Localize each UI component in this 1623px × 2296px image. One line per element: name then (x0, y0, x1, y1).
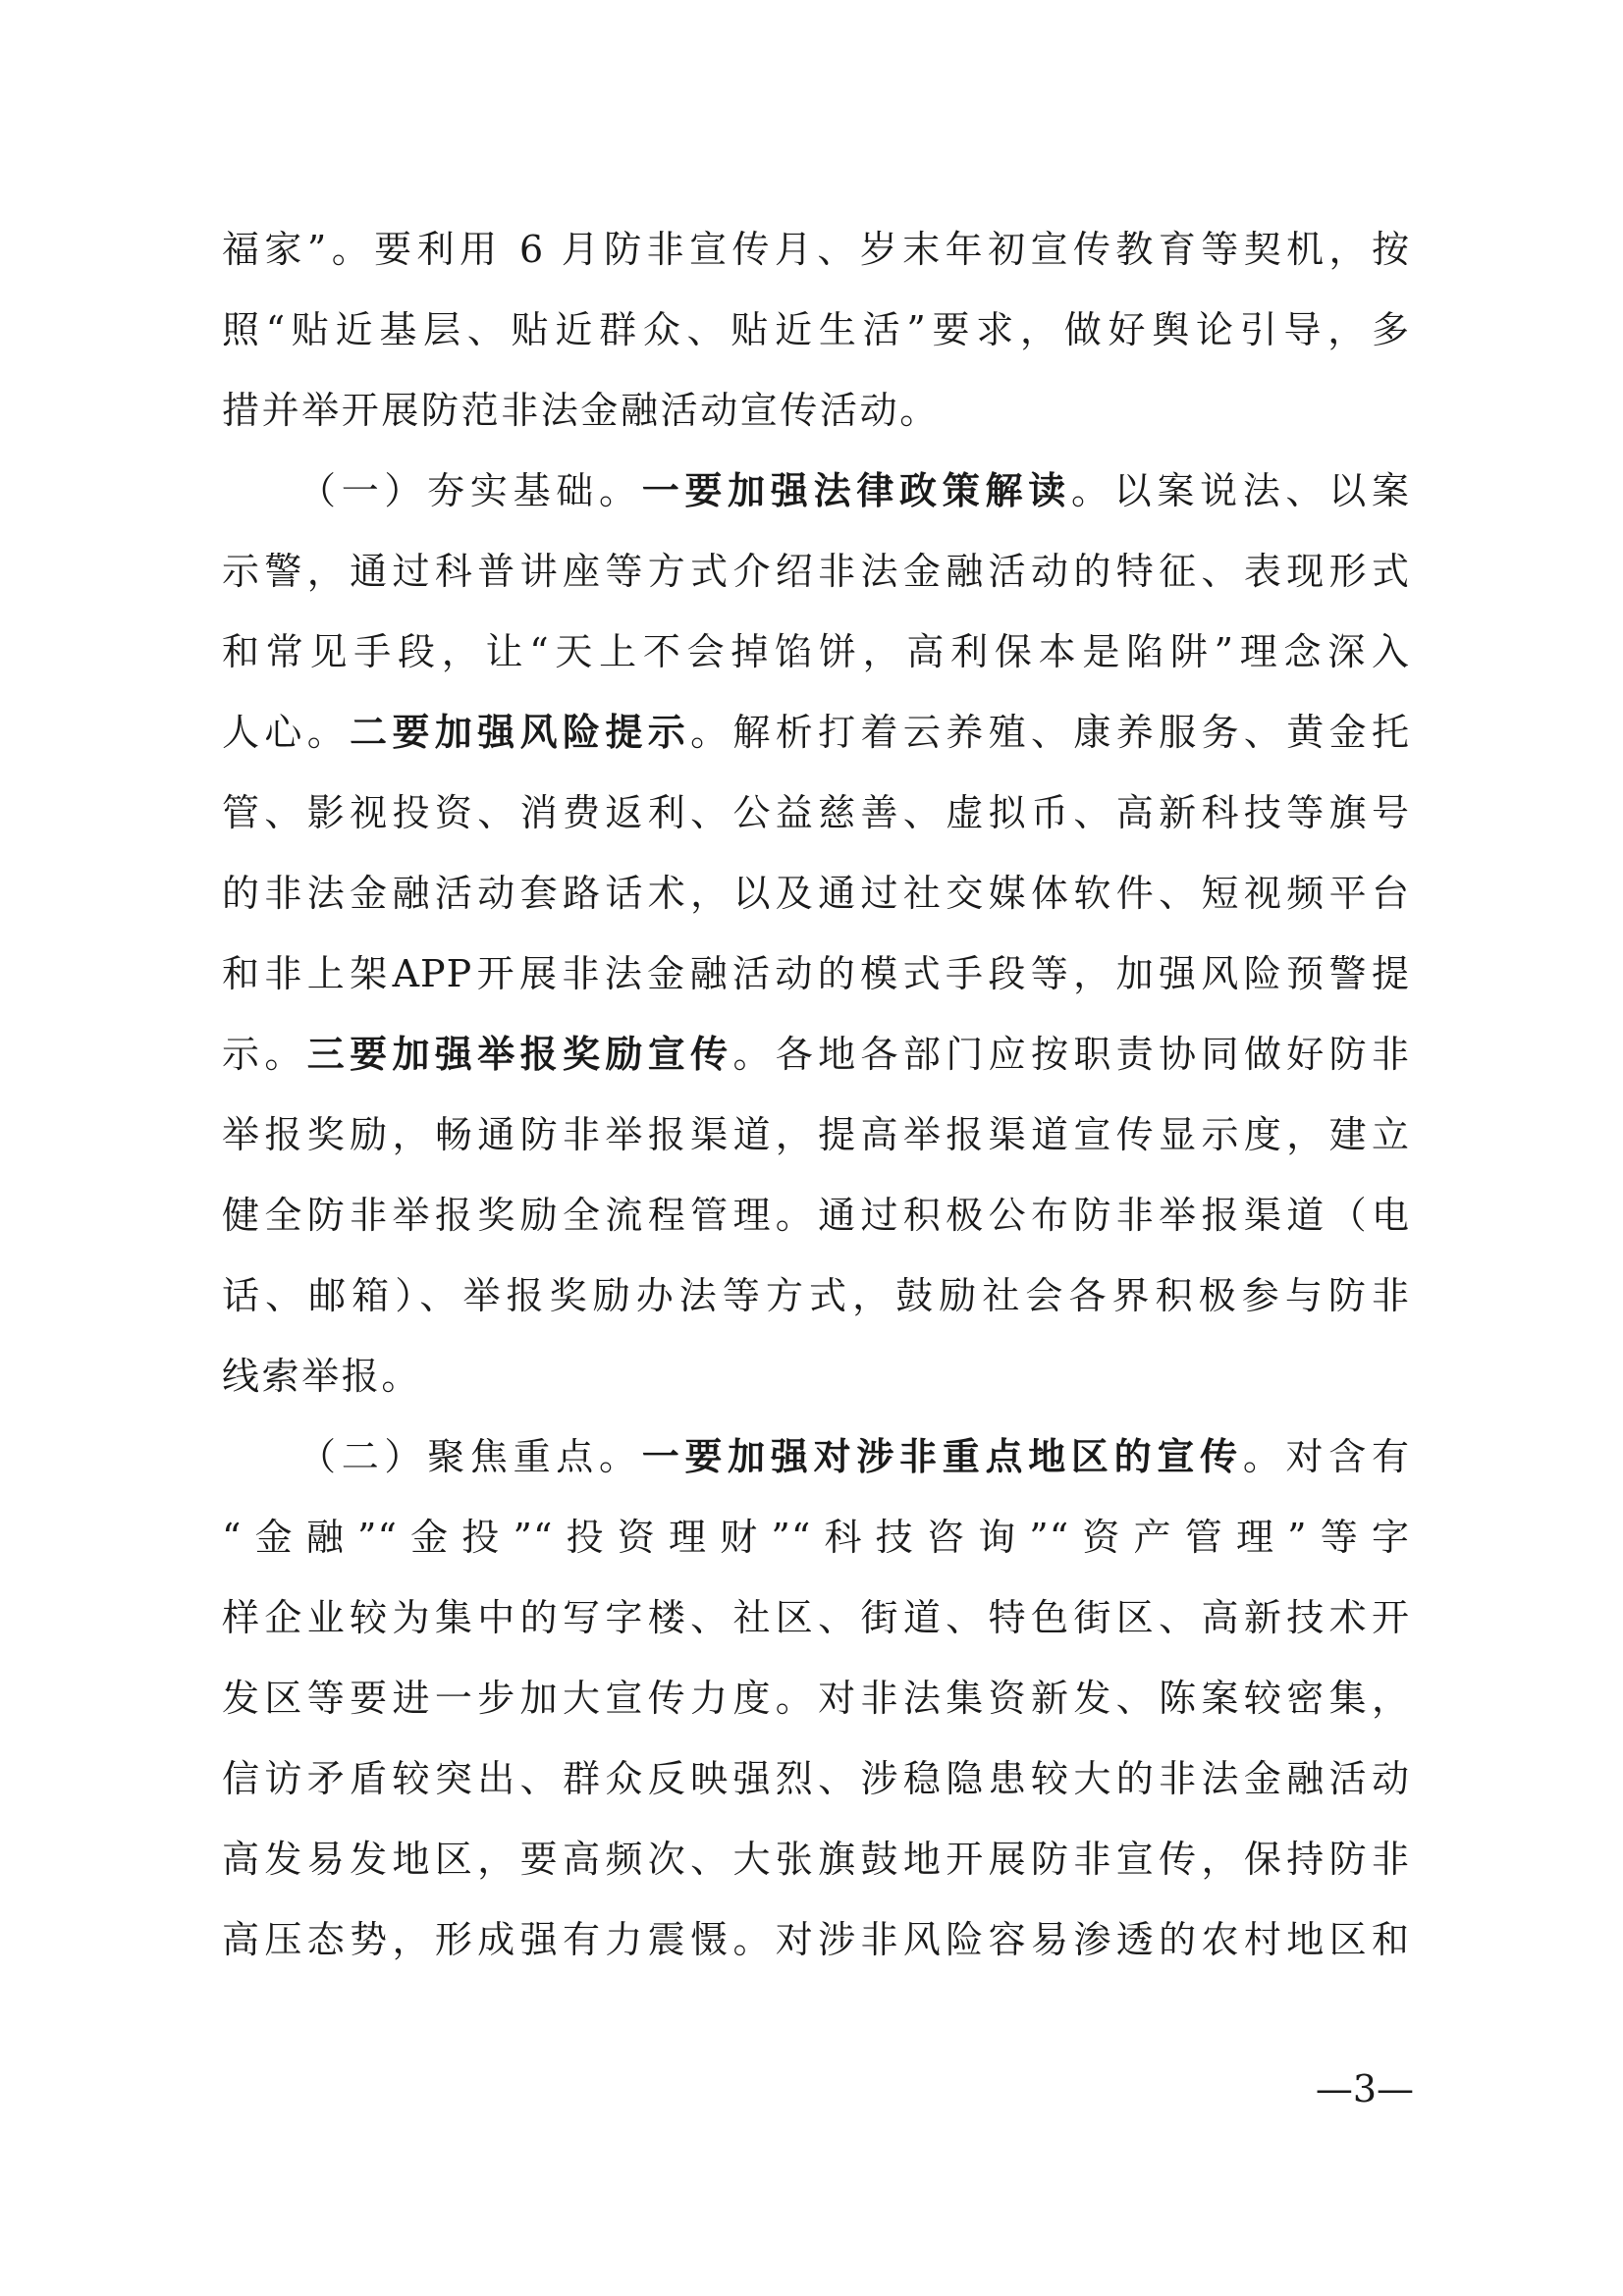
text-segment: 。解析打着云养殖、康养服务、黄金托 (690, 711, 1410, 754)
text-line (222, 692, 1410, 773)
text-segment: 健全防非举报奖励全流程管理。通过积极公布防非举报渠道（电 (222, 1194, 1410, 1237)
text-segment: 照“贴近基层、贴近群众、贴近生活”要求，做好舆论引导，多 (222, 308, 1410, 351)
text-segment: 。以案说法、以案 (1070, 469, 1410, 512)
text-segment: 高压态势，形成强有力震慑。对涉非风险容易渗透的农村地区和 (222, 1918, 1410, 1961)
text-segment: 样企业较为集中的写字楼、社区、街道、特色街区、高新技术开 (222, 1596, 1410, 1639)
text-line (222, 612, 1410, 692)
text-line (222, 1175, 1410, 1255)
text-segment: “金融”“金投”“投资理财”“科技咨询”“资产管理”等字 (222, 1516, 1410, 1559)
text-segment: 管、影视投资、消费返利、公益慈善、虚拟币、高新科技等旗号 (222, 791, 1410, 834)
bold-point: 二要加强风险提示 (350, 710, 691, 754)
text-segment: 。对含有 (1242, 1435, 1410, 1478)
text-segment: 和非上架APP开展非法金融活动的模式手段等，加强风险预警提 (222, 952, 1410, 995)
text-line (222, 1336, 1410, 1416)
bold-point: 一要加强法律政策解读 (641, 468, 1071, 512)
text-line (222, 1577, 1410, 1658)
text-line (222, 1416, 1410, 1497)
text-line (222, 1899, 1410, 1980)
text-line (222, 370, 1410, 451)
section-heading: （一）夯实基础。 (298, 469, 642, 512)
bold-point: 三要加强举报奖励宣传 (306, 1032, 733, 1076)
text-segment: 高发易发地区，要高频次、大张旗鼓地开展防非宣传，保持防非 (222, 1838, 1410, 1881)
text-line (222, 1658, 1410, 1738)
text-line (222, 1738, 1410, 1819)
text-line (222, 1497, 1410, 1577)
text-segment: 措并举开展防范非法金融活动宣传活动。 (222, 389, 940, 432)
text-segment: 示警，通过科普讲座等方式介绍非法金融活动的特征、表现形式 (222, 550, 1410, 593)
text-segment: 信访矛盾较突出、群众反映强烈、涉稳隐患较大的非法金融活动 (222, 1757, 1410, 1800)
text-line (222, 1014, 1410, 1095)
text-line (222, 853, 1410, 934)
text-line (222, 290, 1410, 370)
text-line (222, 1255, 1410, 1336)
page-number: —3— (1315, 2067, 1414, 2110)
section-heading: （二）聚焦重点。 (298, 1435, 642, 1478)
text-segment: 示。 (222, 1033, 307, 1076)
text-line (222, 209, 1410, 290)
text-segment: 话、邮箱）、举报奖励办法等方式，鼓励社会各界积极参与防非 (222, 1274, 1410, 1317)
text-segment: 人心。 (222, 711, 351, 754)
text-segment: 福家”。要利用 6 月防非宣传月、岁末年初宣传教育等契机，按 (222, 228, 1410, 271)
text-line (222, 1819, 1410, 1899)
text-segment: 举报奖励，畅通防非举报渠道，提高举报渠道宣传显示度，建立 (222, 1113, 1410, 1156)
bold-point: 一要加强对涉非重点地区的宣传 (641, 1434, 1243, 1478)
text-line (222, 451, 1410, 531)
text-line (222, 934, 1410, 1014)
text-line (222, 1095, 1410, 1175)
text-line (222, 531, 1410, 612)
text-segment: 发区等要进一步加大宣传力度。对非法集资新发、陈案较密集， (222, 1677, 1410, 1720)
body-text (222, 209, 1410, 1980)
text-segment: 。各地各部门应按职责协同做好防非 (732, 1033, 1410, 1076)
text-segment: 和常见手段，让“天上不会掉馅饼，高利保本是陷阱”理念深入 (222, 630, 1410, 673)
text-segment: 的非法金融活动套路话术，以及通过社交媒体软件、短视频平台 (222, 872, 1410, 915)
text-line (222, 773, 1410, 853)
text-segment: 线索举报。 (222, 1355, 422, 1398)
